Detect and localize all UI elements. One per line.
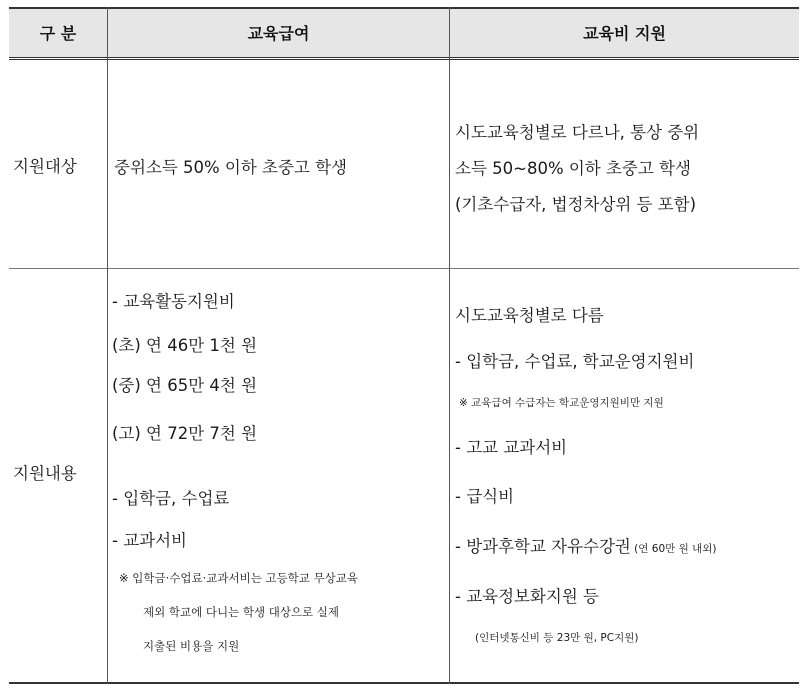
support-item: - 급식비 xyxy=(455,487,515,506)
benefit-note-line: ※ 입학금·수업료·교과서비는 고등학교 무상교육 xyxy=(119,571,358,585)
header-bottom-border-double xyxy=(9,59,799,60)
support-intro: 시도교육청별로 다름 xyxy=(455,306,604,325)
support-item: - 교육정보화지원 등 xyxy=(455,587,599,606)
support-item-afterschool xyxy=(455,539,716,556)
benefit-note-line: 지출된 비용을 지원 xyxy=(143,639,240,653)
table-bottom-border xyxy=(9,682,799,684)
benefit-target-text: 중위소득 50% 이하 초중고 학생 xyxy=(114,158,347,177)
row-label-content: 지원내용 xyxy=(13,464,77,483)
header-education-benefit: 교육급여 xyxy=(247,23,310,43)
benefit-item: - 교과서비 xyxy=(112,531,187,550)
column-divider xyxy=(449,7,450,684)
benefit-item: - 교육활동지원비 xyxy=(112,292,235,311)
header-category: 구 분 xyxy=(39,23,77,43)
support-item: - 고교 교과서비 xyxy=(455,438,568,457)
support-item-afterschool-note: (연 60만 원 내외) xyxy=(630,543,717,555)
support-target-line: 소득 50~80% 이하 초중고 학생 xyxy=(455,159,691,178)
support-note: ※ 교육급여 수급자는 학교운영지원비만 지원 xyxy=(459,397,664,409)
support-target-line: 시도교육청별로 다르나, 통상 중위 xyxy=(455,123,700,142)
row-divider xyxy=(9,268,799,269)
header-bottom-border xyxy=(9,57,799,58)
support-target-line: (기초수급자, 법정차상위 등 포함) xyxy=(455,195,697,214)
benefit-amount-middle: (중) 연 65만 4천 원 xyxy=(112,376,258,395)
row-label-target: 지원대상 xyxy=(13,157,77,176)
benefit-amount-high: (고) 연 72만 7천 원 xyxy=(112,424,258,443)
benefit-item: - 입학금, 수업료 xyxy=(112,489,230,508)
benefit-comparison-table xyxy=(9,7,799,684)
column-divider xyxy=(107,7,108,684)
benefit-amount-elementary: (초) 연 46만 1천 원 xyxy=(112,336,258,355)
support-note: (인터넷통신비 등 23만 원, PC지원) xyxy=(475,632,639,644)
support-item: - 입학금, 수업료, 학교운영지원비 xyxy=(455,352,695,371)
header-education-support: 교육비 지원 xyxy=(583,23,666,43)
benefit-note-line: 제외 학교에 다니는 학생 대상으로 실제 xyxy=(143,605,340,619)
support-item-afterschool-main: - 방과후학교 자유수강권 xyxy=(455,537,631,556)
